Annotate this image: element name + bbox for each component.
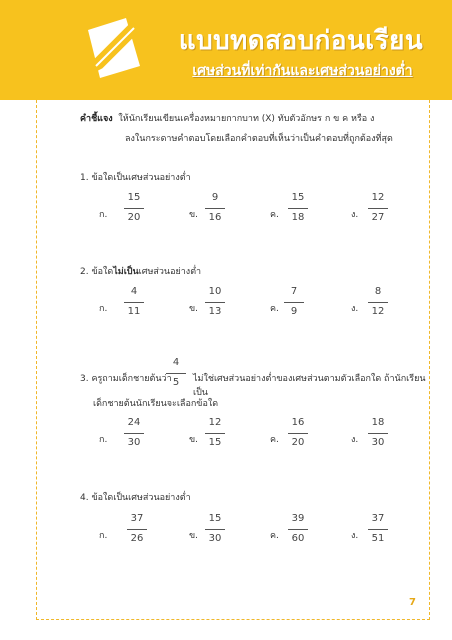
question-1-text: 1. ข้อใดเป็นเศษส่วนอย่างต่ำ — [80, 173, 191, 183]
option-label: ข. — [189, 531, 199, 541]
question-3-text-pre: 3. ครูถามเด็กชายต้นว่า — [80, 374, 172, 384]
page-number: 7 — [409, 597, 416, 608]
fraction: 12 15 — [201, 417, 229, 448]
option-label: ค. — [270, 210, 279, 220]
fraction: 7 9 — [280, 286, 308, 317]
fraction: 18 30 — [364, 417, 392, 448]
option-label: ค. — [270, 531, 279, 541]
header-banner — [0, 0, 452, 100]
fraction: 37 26 — [123, 513, 151, 544]
option-label: ข. — [189, 304, 199, 314]
option-label: ก. — [99, 304, 108, 314]
question-2-text: 2. ข้อใดไม่เป็นเศษส่วนอย่างต่ำ — [80, 267, 202, 277]
instructions — [80, 109, 420, 149]
fraction: 10 13 — [201, 286, 229, 317]
option-label: ค. — [270, 435, 279, 445]
pencil-paper-icon — [80, 12, 150, 84]
instructions-line2: ลงในกระดาษคำตอบโดยเลือกคำตอบที่เห็นว่าเป็นคำตอบที่ถูกต้องที่สุด — [125, 134, 393, 144]
page-title: แบบทดสอบก่อนเรียน — [178, 26, 424, 56]
option-label: ค. — [270, 304, 279, 314]
question-3-text-line2: เด็กชายต้นนักเรียนจะเลือกข้อใด — [93, 399, 219, 409]
fraction: 39 60 — [284, 513, 312, 544]
option-label: ข. — [189, 435, 199, 445]
option-label: ก. — [99, 210, 108, 220]
fraction: 16 20 — [284, 417, 312, 448]
question-3-text-post: ไม่ใช่เศษส่วนอย่างต่ำของเศษส่วนตามตัวเลือกใด ถ้านักเรียนเป็น — [193, 374, 426, 398]
option-label: ก. — [99, 531, 108, 541]
option-label: ข. — [189, 210, 199, 220]
option-label: ง. — [351, 531, 359, 541]
fraction: 9 16 — [201, 192, 229, 223]
fraction: 4 11 — [120, 286, 148, 317]
fraction: 37 51 — [364, 513, 392, 544]
fraction: 8 12 — [364, 286, 392, 317]
fraction: 15 18 — [284, 192, 312, 223]
option-label: ง. — [351, 304, 359, 314]
option-label: ก. — [99, 435, 108, 445]
fraction: 15 20 — [120, 192, 148, 223]
fraction: 15 30 — [201, 513, 229, 544]
instructions-label: คำชี้แจง — [80, 114, 113, 124]
instructions-line1: ให้นักเรียนเขียนเครื่องหมายกากบาท (X) ทับตัวอักษร ก ข ค หรือ ง — [118, 114, 375, 124]
option-label: ง. — [351, 210, 359, 220]
fraction: 24 30 — [120, 417, 148, 448]
page-subtitle: เศษส่วนที่เท่ากันและเศษส่วนอย่างต่ำ — [192, 63, 413, 79]
fraction: 12 27 — [364, 192, 392, 223]
inline-fraction: 4 5 — [162, 357, 190, 388]
question-4-text: 4. ข้อใดเป็นเศษส่วนอย่างต่ำ — [80, 493, 191, 503]
option-label: ง. — [351, 435, 359, 445]
